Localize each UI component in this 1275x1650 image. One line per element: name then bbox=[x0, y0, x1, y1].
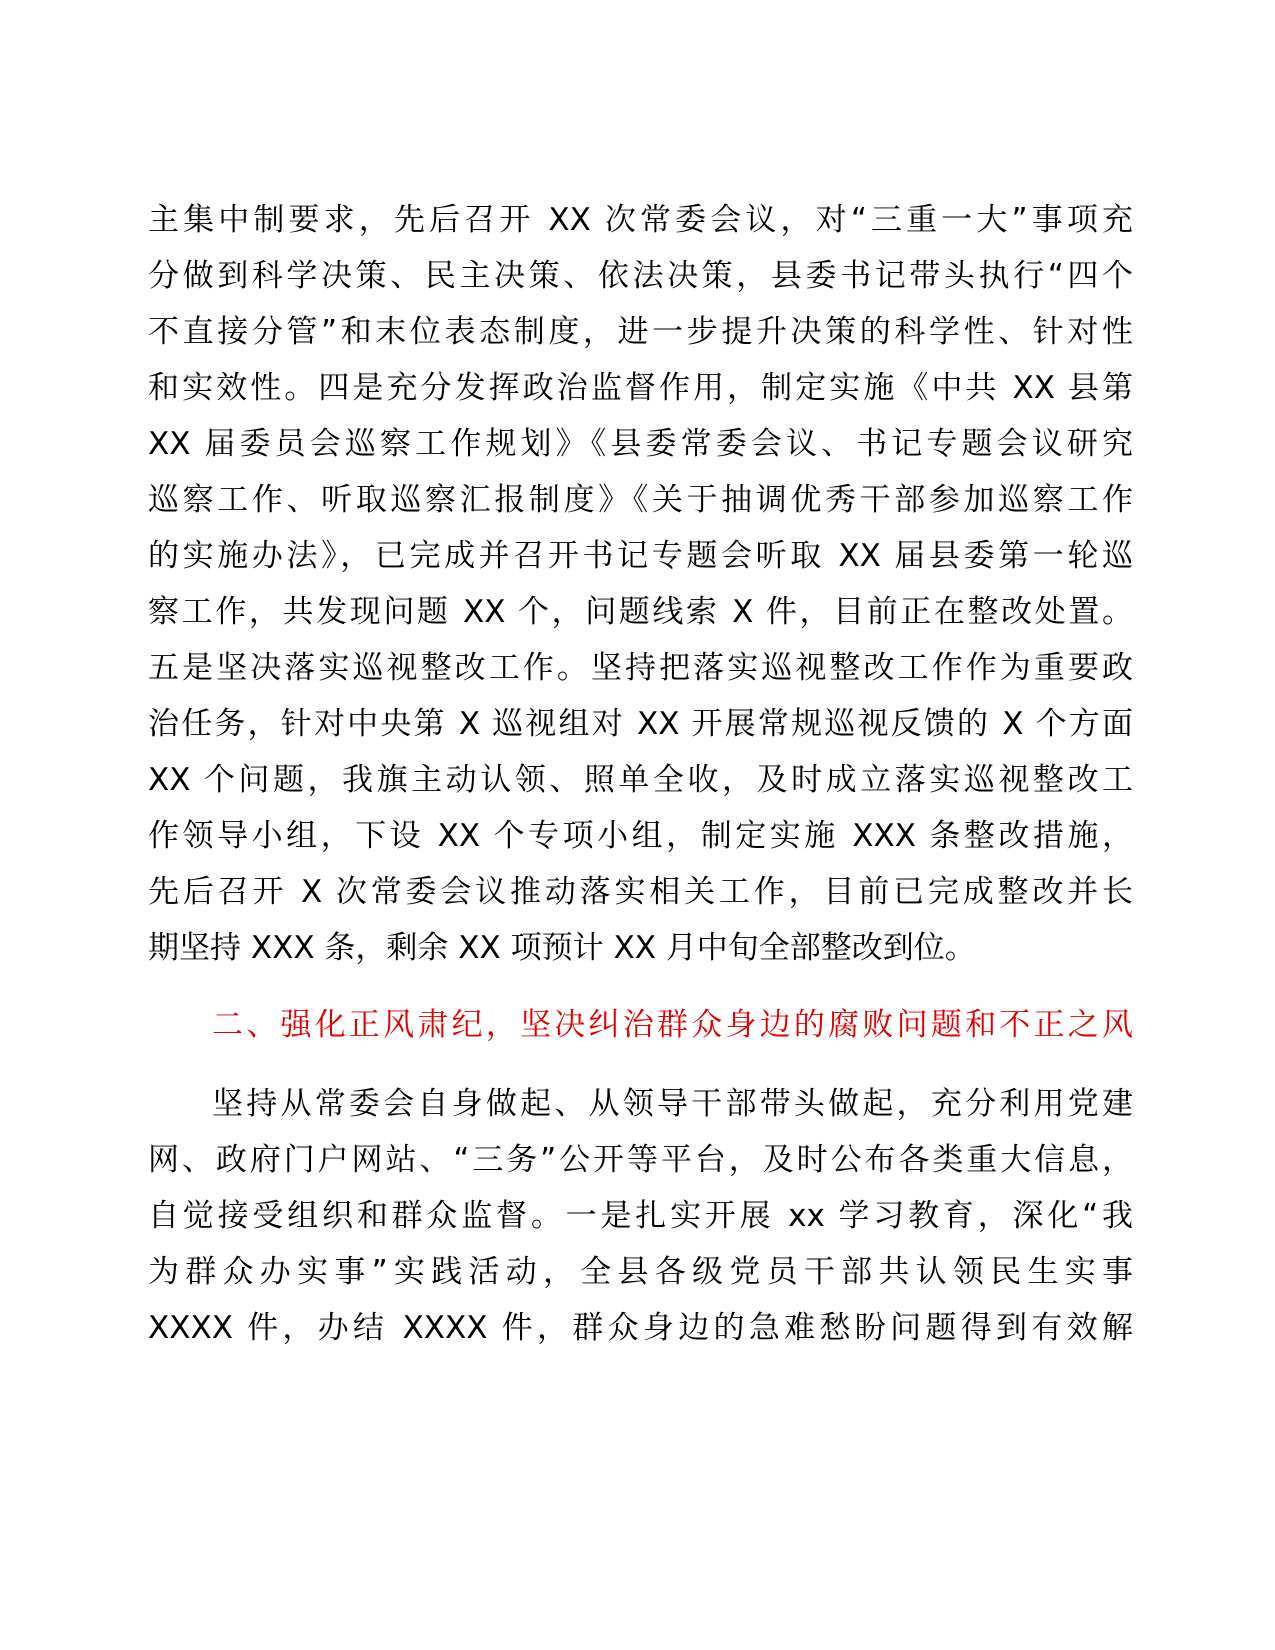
text-line: 不直接分管”和末位表态制度，进一步提升决策的科学性、针对性 bbox=[148, 314, 1133, 350]
text-line: 的实施办法》，已完成并召开书记专题会听取 XX 届县委第一轮巡 bbox=[148, 538, 1133, 574]
text-line: 主集中制要求，先后召开 XX 次常委会议，对“三重一大”事项充 bbox=[148, 202, 1133, 238]
document-page bbox=[148, 192, 1133, 1356]
text-line: 作领导小组，下设 XX 个专项小组，制定实施 XXX 条整改措施， bbox=[148, 818, 1133, 854]
text-line: 巡察工作、听取巡察汇报制度》《关于抽调优秀干部参加巡察工作 bbox=[148, 482, 1133, 518]
text-line: 先后召开 X 次常委会议推动落实相关工作，目前已完成整改并长 bbox=[148, 874, 1133, 910]
text-line: 分做到科学决策、民主决策、依法决策，县委书记带头执行“四个 bbox=[148, 258, 1133, 294]
section-heading: 二、强化正风肃纪，坚决纠治群众身边的腐败问题和不正之风 bbox=[212, 1007, 1133, 1043]
text-line: 坚持从常委会自身做起、从领导干部带头做起，充分利用党建 bbox=[212, 1086, 1133, 1122]
text-line: XXXX 件，办结 XXXX 件，群众身边的急难愁盼问题得到有效解 bbox=[148, 1310, 1133, 1346]
paragraph-1 bbox=[148, 192, 1133, 976]
text-line: 和实效性。四是充分发挥政治监督作用，制定实施《中共 XX 县第 bbox=[148, 370, 1133, 406]
text-line: 察工作，共发现问题 XX 个，问题线索 X 件，目前正在整改处置。 bbox=[148, 594, 1133, 630]
text-line: 五是坚决落实巡视整改工作。坚持把落实巡视整改工作作为重要政 bbox=[148, 650, 1133, 686]
text-line: 期坚持 XXX 条，剩余 XX 项预计 XX 月中旬全部整改到位。 bbox=[148, 930, 976, 966]
text-line: XX 个问题，我旗主动认领、照单全收，及时成立落实巡视整改工 bbox=[148, 762, 1133, 798]
text-line: 网、政府门户网站、“三务”公开等平台，及时公布各类重大信息， bbox=[148, 1142, 1133, 1178]
text-line: XX 届委员会巡察工作规划》《县委常委会议、书记专题会议研究 bbox=[148, 426, 1133, 462]
text-line: 为群众办实事”实践活动，全县各级党员干部共认领民生实事 bbox=[148, 1254, 1133, 1290]
text-line: 自觉接受组织和群众监督。一是扎实开展 xx 学习教育，深化“我 bbox=[148, 1198, 1133, 1234]
paragraph-2 bbox=[148, 1076, 1133, 1356]
text-line: 治任务，针对中央第 X 巡视组对 XX 开展常规巡视反馈的 X 个方面 bbox=[148, 706, 1133, 742]
